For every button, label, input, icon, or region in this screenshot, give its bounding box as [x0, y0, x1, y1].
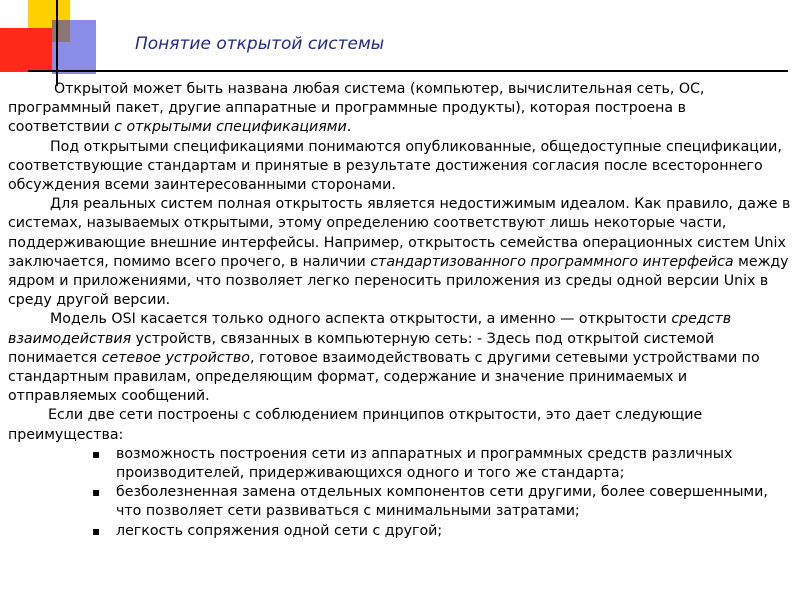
bullet-icon: ▪	[92, 485, 101, 500]
decor-blue-square	[52, 20, 96, 74]
advantages-list	[8, 445, 792, 541]
paragraph-real-systems: Для реальных систем полная открытость является недостижимым идеалом. Как правило, даже в системах, называемых открытыми, этому определению соответствуют лишь некоторые части, поддерживающие внешние интерфейсы. Например, открытость семейства операционных систем Unix заключается, помимо всего прочего, в наличии стандартизованного программного интерфейса между ядром и приложениями, что позволяет легко переносить приложения из среды одной версии Unix в среду другой версии.	[8, 196, 791, 309]
paragraph-open-system-definition: Открытой может быть названа любая система (компьютер, вычислительная сеть, ОС, программный пакет, другие аппаратные и программные продукты), которая построена в соответствии с открытыми спецификациями.	[8, 81, 705, 136]
list-item: ▪ безболезненная замена отдельных компонентов сети другими, более совершенными, что позволяет сети развиваться с минимальными затратами;	[92, 484, 768, 520]
slide-title: Понятие открытой системы	[135, 34, 385, 54]
decor-red-square	[0, 28, 52, 72]
paragraph-open-specifications: Под открытыми спецификациями понимаются опубликованные, общедоступные спецификации, соответствующие стандартам и принятые в результате достижения согласия после всестороннего обсуждения всеми заинтересованными сторонами.	[8, 138, 782, 194]
paragraph-advantages-intro: Если две сети построены с соблюдением принципов открытости, это дает следующие преимущества:	[8, 407, 703, 443]
decor-horizontal-line	[28, 70, 788, 72]
bullet-icon: ▪	[92, 446, 101, 461]
decor-vertical-line	[56, 0, 58, 86]
paragraph-osi-model: Модель OSI касается только одного аспекта открытости, а именно — открытости средств взаимодействия устройств, связанных в компьютерную сеть: - Здесь под открытой системой понимается сетевое устройство, готовое взаимодействовать с другими сетевыми устройствами по стандартным правилам, определяющим формат, содержание и значение принимаемых и отправляемых сообщений.	[8, 311, 760, 405]
list-item: ▪ легкость сопряжения одной сети с другой;	[116, 522, 792, 541]
list-item: ▪ возможность построения сети из аппаратных и программных средств различных производителей, придерживающихся одного и того же стандарта;	[92, 445, 733, 482]
bullet-icon: ▪	[92, 523, 101, 538]
slide-body	[8, 80, 792, 541]
